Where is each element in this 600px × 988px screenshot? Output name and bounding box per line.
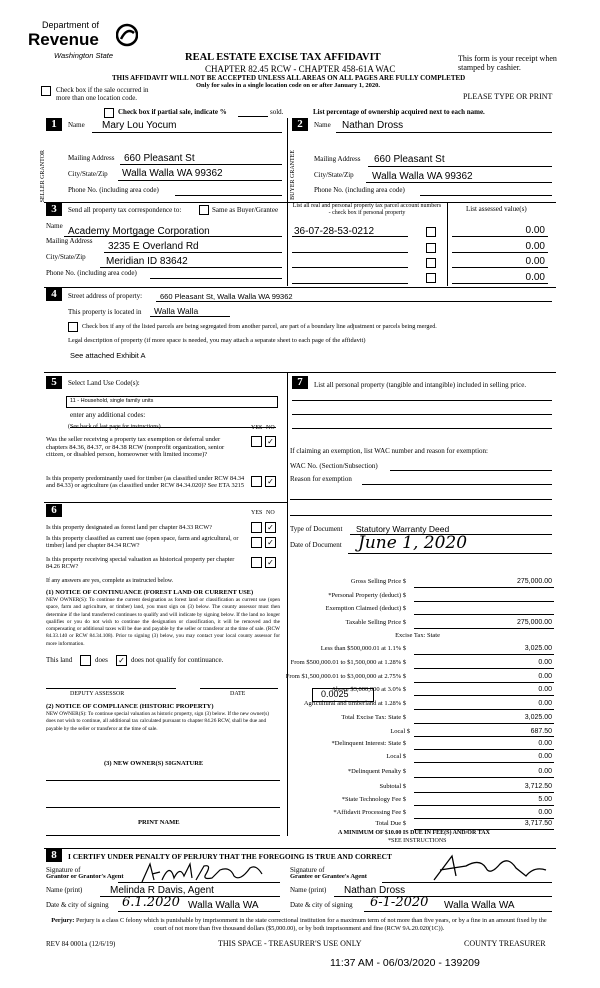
current-use-question: Is this property classified as current use (open space, farm and agricultural, or timber) land per chapter 84.34 RCW? xyxy=(46,535,239,549)
see-back-note: (See back of last page for instructions) xyxy=(68,424,161,430)
grantee-signature[interactable] xyxy=(430,854,550,884)
section-3-number: 3 xyxy=(46,203,62,216)
wac-label: WAC No. (Section/Subsection) xyxy=(290,462,378,470)
send-correspondence-label: Send all property tax correspondence to: xyxy=(68,206,182,214)
partial-sale-checkbox[interactable] xyxy=(104,108,114,118)
tax-row-label: *State Technology Fee $ xyxy=(341,796,406,803)
located-in[interactable]: Walla Walla xyxy=(154,306,199,316)
doc-type-label: Type of Document xyxy=(290,525,343,533)
segregated-label: Check box if any of the listed parcels are being segregated from another parcel, are part of a boundary line adjustment or parcels being merged. xyxy=(82,323,437,330)
perjury-label: Perjury: xyxy=(51,917,75,924)
multi-location-label: Check box if the sale occurred in more than one location code. xyxy=(56,86,149,102)
section-6-number: 6 xyxy=(46,504,62,517)
grantee-city[interactable]: Walla Walla WA xyxy=(444,900,515,911)
timber-no-checkbox[interactable]: ✓ xyxy=(265,476,276,487)
tax-row-value[interactable]: 0.00 xyxy=(538,768,552,775)
tax-row-label: Local $ xyxy=(386,753,406,760)
tax-row-value[interactable]: 0.00 xyxy=(538,686,552,693)
notice2-body: NEW OWNER(S): To continue special valuation as historic property, sign (3) below. If the new owner(s) does not wish to continue, all additional tax calculated pursuant to chapter 84.26 RCW, shall be due and payable by the seller or transferor at the time of sale. xyxy=(46,711,270,732)
sales-note: Only for sales in a single location code on or after January 1, 2020. xyxy=(196,82,380,89)
form-subtitle: CHAPTER 82.45 RCW - CHAPTER 458-61A WAC xyxy=(205,64,396,74)
buyer-city[interactable]: Walla Walla WA 99362 xyxy=(372,171,473,182)
personal-property-checkbox-4[interactable] xyxy=(426,273,436,283)
grantor-name-label: Name (print) xyxy=(46,886,83,894)
forest-yes-checkbox[interactable] xyxy=(251,522,262,533)
receipt-note: This form is your receipt when stamped by cashier. xyxy=(458,54,557,72)
does-label: does xyxy=(95,656,108,664)
notice1-title: (1) NOTICE OF CONTINUANCE (FOREST LAND OR CURRENT USE) xyxy=(46,589,254,596)
corr-phone-label: Phone No. (including area code) xyxy=(46,269,137,277)
reason-label: Reason for exemption xyxy=(290,475,352,483)
forest-no-checkbox[interactable]: ✓ xyxy=(265,522,276,533)
exemption-no-checkbox[interactable]: ✓ xyxy=(265,436,276,447)
this-land-label: This land xyxy=(46,656,73,664)
legal-description-label: Legal description of property (if more space is needed, you may attach a separate sheet to each page of the affidavit) xyxy=(68,337,366,344)
buyer-city-label: City/State/Zip xyxy=(314,171,354,179)
exemption-claim-label: If claiming an exemption, list WAC number and reason for exemption: xyxy=(290,447,488,455)
does-not-label: does not qualify for continuance. xyxy=(131,656,224,664)
section-4-number: 4 xyxy=(46,288,62,301)
grantor-city[interactable]: Walla Walla WA xyxy=(188,900,259,911)
assessed-value-2[interactable]: 0.00 xyxy=(525,241,545,252)
if-yes-note: If any answers are yes, complete as instructed below. xyxy=(46,578,174,584)
section-2-number: 2 xyxy=(292,118,308,131)
tax-row-value[interactable]: 687.50 xyxy=(530,728,552,735)
perjury-statement xyxy=(46,917,552,933)
grantor-sig-label-2: Grantor or Grantor's Agent xyxy=(46,873,124,880)
buyer-phone-label: Phone No. (including area code) xyxy=(314,186,405,194)
tax-row-value[interactable]: 0.00 xyxy=(538,809,552,816)
tax-row-label: From $1,500,000.01 to $3,000,000 at 2.75% $ xyxy=(285,673,406,680)
tax-row-label: From $500,000.01 to $1,500,000 at 1.28% $ xyxy=(290,659,406,666)
form-number: REV 84 0001a (12/6/19) xyxy=(46,940,116,948)
local-rate-box[interactable] xyxy=(312,688,374,702)
grantee-date[interactable]: 6-1-2020 xyxy=(370,895,429,910)
historic-yes-checkbox[interactable] xyxy=(251,557,262,568)
timber-question: Is this property predominantly used for timber (as classified under RCW 84.34 and 84.33) or agriculture (as classified under RCW 84.34.020)? See ETA 3215 xyxy=(46,475,245,489)
same-as-buyer-label: Same as Buyer/Grantee xyxy=(212,206,279,214)
grantee-sig-label-2: Grantee or Grantee's Agent xyxy=(290,873,367,880)
partial-sale-label: Check box if partial sale, indicate % xyxy=(118,108,227,116)
completion-warning: THIS AFFIDAVIT WILL NOT BE ACCEPTED UNLESS ALL AREAS ON ALL PAGES ARE FULLY COMPLETED xyxy=(112,74,466,82)
grantor-sig-label-1: Signature of xyxy=(46,866,81,874)
buyer-name-label: Name xyxy=(314,121,331,129)
grantor-date-city-label: Date & city of signing xyxy=(46,901,109,909)
grantee-date-city-label: Date & city of signing xyxy=(290,901,353,909)
grantor-name-print[interactable]: Melinda R Davis, Agent xyxy=(110,885,214,896)
parcel-header: List all real and personal property tax parcel account numbers - check box if personal property xyxy=(292,203,442,216)
additional-codes-label: enter any additional codes: xyxy=(70,411,146,419)
buyer-side-label: BUYER GRANTEE xyxy=(290,150,296,200)
county-treasurer-label: COUNTY TREASURER xyxy=(464,939,546,948)
tax-row-label: Local $ xyxy=(390,728,410,735)
tax-row-value[interactable]: 0.00 xyxy=(538,740,552,747)
tax-row-value[interactable]: 5.00 xyxy=(538,796,552,803)
section-8-number: 8 xyxy=(46,849,62,862)
s6-yes-header: YES xyxy=(251,510,263,516)
tax-row-label: Exemption Claimed (deduct) $ xyxy=(325,605,406,612)
certify-statement: I CERTIFY UNDER PENALTY OF PERJURY THAT THE FOREGOING IS TRUE AND CORRECT xyxy=(68,852,392,861)
tax-row-value[interactable]: 0.00 xyxy=(538,700,552,707)
personal-property-label: List all personal property (tangible and intangible) included in selling price. xyxy=(314,381,527,389)
timber-yes-checkbox[interactable] xyxy=(251,476,262,487)
tax-row-label: *Delinquent Interest: State $ xyxy=(331,740,406,747)
section-5-number: 5 xyxy=(46,376,62,389)
parcel-number[interactable]: 36-07-28-53-0212 xyxy=(294,226,375,237)
please-type: PLEASE TYPE OR PRINT xyxy=(463,92,553,101)
doc-date[interactable]: June 1, 2020 xyxy=(358,533,468,553)
logo-dept-line3: Washington State xyxy=(54,51,114,60)
grantee-sig-label-1: Signature of xyxy=(290,866,325,874)
corr-name-label: Name xyxy=(46,222,63,230)
corr-city-label: City/State/Zip xyxy=(46,253,86,261)
notice2-title: (2) NOTICE OF COMPLIANCE (HISTORIC PROPERTY) xyxy=(46,703,214,710)
tax-row-value[interactable]: 3,717.50 xyxy=(524,820,552,827)
cashier-stamp: 11:37 AM - 06/03/2020 - 139209 xyxy=(330,957,480,969)
personal-property-checkbox-1[interactable] xyxy=(426,227,436,237)
corr-mailing-label: Mailing Address xyxy=(46,237,93,245)
exemption-question: Was the seller receiving a property tax exemption or deferral under chapters 84.36, 84.37, or 84.38 RCW (nonprofit organization, senior citizen, or disabled person, homeowner with limited income)? xyxy=(46,436,225,458)
legal-description[interactable]: See attached Exhibit A xyxy=(70,351,146,360)
local-rate: 0.0025 xyxy=(321,689,349,699)
street-address[interactable]: 660 Pleasant St, Walla Walla WA 99362 xyxy=(160,292,293,301)
tax-row-value[interactable]: 3,025.00 xyxy=(524,645,552,652)
seller-name-label: Name xyxy=(68,121,85,129)
tax-row-label: *Personal Property (deduct) $ xyxy=(328,592,406,599)
tax-row-label: Agricultural and timberland at 1.28% $ xyxy=(303,700,406,707)
tax-row-label: Total Due $ xyxy=(375,820,406,827)
buyer-mailing-label: Mailing Address xyxy=(314,155,361,163)
deputy-assessor-label: DEPUTY ASSESSOR xyxy=(70,691,125,697)
corr-name[interactable]: Academy Mortgage Corporation xyxy=(68,226,210,237)
same-as-buyer-checkbox[interactable] xyxy=(199,205,209,215)
see-instructions-note: *SEE INSTRUCTIONS xyxy=(388,838,447,844)
assessed-value-3[interactable]: 0.00 xyxy=(525,256,545,267)
reason-field[interactable] xyxy=(362,484,552,485)
doc-type[interactable]: Statutory Warranty Deed xyxy=(356,524,450,534)
logo-dept-line1: Department of xyxy=(42,20,100,30)
tax-row-value[interactable]: 3,712.50 xyxy=(524,783,552,790)
tax-row-label: Gross Selling Price $ xyxy=(350,578,406,585)
tax-row-label: *Affidavit Processing Fee $ xyxy=(333,809,406,816)
tax-row-value[interactable]: 3,025.00 xyxy=(524,714,552,721)
grantor-date[interactable]: 6.1.2020 xyxy=(122,895,180,910)
tax-row-value[interactable]: 275,000.00 xyxy=(516,619,552,626)
tax-row-value[interactable]: 275,000.00 xyxy=(516,578,552,585)
assessed-value-4[interactable]: 0.00 xyxy=(525,272,545,283)
section-1-number: 1 xyxy=(46,118,62,131)
multi-location-checkbox[interactable] xyxy=(41,86,51,96)
assessed-value-1[interactable]: 0.00 xyxy=(525,225,545,236)
seller-mailing[interactable]: 660 Pleasant St xyxy=(124,153,195,164)
revenue-swirl-icon xyxy=(116,23,138,47)
historic-no-checkbox[interactable]: ✓ xyxy=(265,557,276,568)
perjury-text: Perjury is a class C felony which is punishable by imprisonment in the state correctional institution for a maximum term of not more than five years, or by a fine in an amount fixed by the court of not more than five thousand dollars ($5,000.00), or by both imprisonment and fine (RCW 9A.20.020(1C)). xyxy=(75,917,547,932)
logo-dept-line2: Revenue xyxy=(28,30,99,49)
personal-property-checkbox-2[interactable] xyxy=(426,243,436,253)
land-use-label: Select Land Use Code(s): xyxy=(68,379,140,387)
tax-row-label: Total Excise Tax: State $ xyxy=(341,714,406,721)
seller-city[interactable]: Walla Walla WA 99362 xyxy=(122,168,223,179)
tax-row-value[interactable]: 0.00 xyxy=(538,659,552,666)
corr-mailing[interactable]: 3235 E Overland Rd xyxy=(108,241,199,252)
new-owner-signature-label: (3) NEW OWNER(S) SIGNATURE xyxy=(104,760,204,767)
treasurer-space-label: THIS SPACE - TREASURER'S USE ONLY xyxy=(218,939,362,948)
assessed-header: List assessed value(s) xyxy=(466,205,527,213)
historic-question: Is this property receiving special valuation as historical property per chapter 84.26 RCW? xyxy=(46,556,235,570)
partial-pct-field[interactable] xyxy=(238,116,268,117)
located-label: This property is located in xyxy=(68,308,142,316)
seller-mailing-label: Mailing Address xyxy=(68,154,115,162)
tax-row-label: Less than $500,000.01 at 1.1% $ xyxy=(320,645,406,652)
current-use-no-checkbox[interactable]: ✓ xyxy=(265,537,276,548)
current-use-yes-checkbox[interactable] xyxy=(251,537,262,548)
land-use-value: 11 - Household, single family units xyxy=(70,398,154,404)
land-use-select[interactable] xyxy=(66,396,278,408)
buyer-name[interactable]: Nathan Dross xyxy=(342,120,404,131)
tax-row-label: Taxable Selling Price $ xyxy=(345,619,406,626)
tax-row-label: Excise Tax: State xyxy=(395,632,440,639)
seller-side-label: SELLER GRANTOR xyxy=(40,150,46,203)
form-title: REAL ESTATE EXCISE TAX AFFIDAVIT xyxy=(185,52,381,63)
s6-no-header: NO xyxy=(266,510,275,516)
personal-property-checkbox-3[interactable] xyxy=(426,258,436,268)
minimum-due-note: A MINIMUM OF $10.00 IS DUE IN FEE(S) AND/OR TAX xyxy=(338,830,490,836)
seller-phone-label: Phone No. (including area code) xyxy=(68,186,159,194)
forest-question: Is this property designated as forest land per chapter 84.33 RCW? xyxy=(46,524,212,531)
grantee-name-label: Name (print) xyxy=(290,886,327,894)
tax-row-value[interactable]: 0.00 xyxy=(538,753,552,760)
s5-yes-header: YES xyxy=(251,425,263,431)
street-label: Street address of property: xyxy=(68,292,143,300)
corr-city[interactable]: Meridian ID 83642 xyxy=(106,256,188,267)
buyer-mailing[interactable]: 660 Pleasant St xyxy=(374,154,445,165)
sold-label: sold. xyxy=(270,108,284,116)
deputy-date-label: DATE xyxy=(230,691,246,697)
dor-logo xyxy=(28,20,138,70)
print-name-label: PRINT NAME xyxy=(138,819,180,826)
land-does-not-checkbox[interactable]: ✓ xyxy=(116,655,127,666)
tax-row-label: Subtotal $ xyxy=(379,783,406,790)
list-pct-note: List percentage of ownership acquired next to each name. xyxy=(313,108,485,116)
seller-city-label: City/State/Zip xyxy=(68,170,108,178)
notice1-body: NEW OWNER(S): To continue the current designation as forest land or classification as current use (open space, farm and agriculture, or timber) land, you must sign on (3) below. The county assessor must then determine if the land transferred continues to qualify and will indicate by signing below. If the land no longer qualifies or you do not wish to continue the designation or classification, it will be removed and the compensating or additional taxes will be due and payable by the seller or transferor at the time of sale. (RCW 84.33.140 or RCW 84.34.108). Prior to signing (3) below, you may contact your local county assessor for more information. xyxy=(46,597,280,647)
tax-row-label: Above $3,000,000 at 3.0% $ xyxy=(331,686,406,693)
wac-field[interactable] xyxy=(390,470,552,471)
tax-row-value[interactable]: 0.00 xyxy=(538,673,552,680)
doc-date-label: Date of Document xyxy=(290,541,342,549)
land-does-checkbox[interactable] xyxy=(80,655,91,666)
tax-row-label: *Delinquent Penalty $ xyxy=(347,768,406,775)
grantee-name-print[interactable]: Nathan Dross xyxy=(344,885,406,896)
seller-name[interactable]: Mary Lou Yocum xyxy=(102,120,177,131)
exemption-yes-checkbox[interactable] xyxy=(251,436,262,447)
section-7-number: 7 xyxy=(292,376,308,389)
s5-no-header: NO xyxy=(266,425,275,431)
segregated-checkbox[interactable] xyxy=(68,322,78,332)
